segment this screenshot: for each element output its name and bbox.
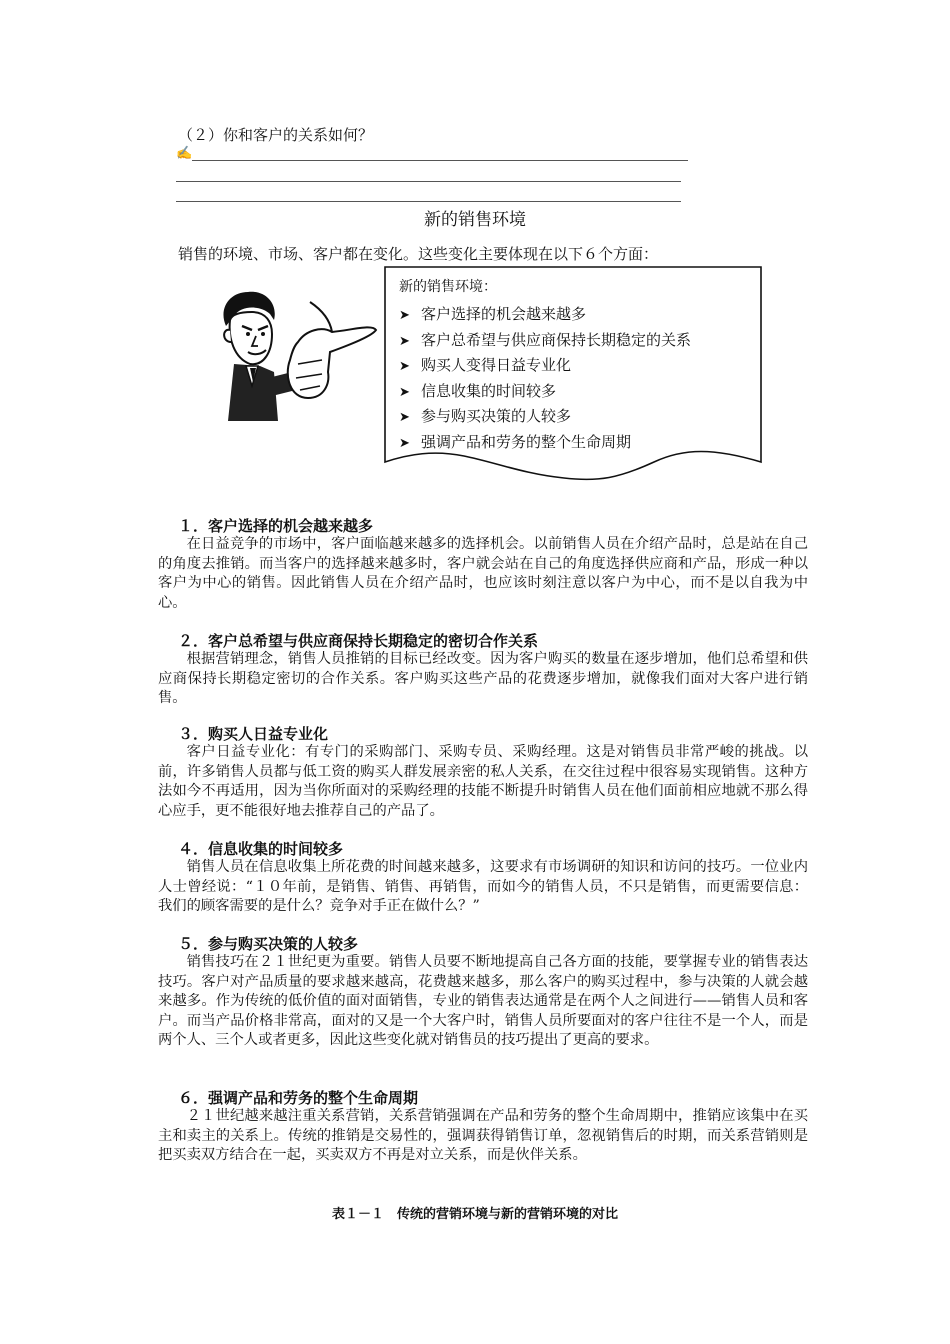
callout-item: ➤ 购买人变得日益专业化 [399,353,691,379]
section-body-5: 销售技巧在２１世纪更为重要。销售人员要不断地提高自己各方面的技能，要掌握专业的销售表达技巧。客户对产品质量的要求越来越高，花费越来越多，那么客户的购买过程中，参与决策的人就会越来越多。作为传统的低价值的面对面销售，专业的销售表达通常是在两个人之间进行——销售人员和客户。而当产品价格非常高，面对的又是一个大客户时，销售人员所要面对的客户往往不是一个人，而是两个人、三个人或者更多，因此这些变化就对销售员的技巧提出了更高的要求。 [158,954,808,1048]
callout-box [399,276,691,455]
section-heading-3: ３．购买人日益专业化 [178,725,329,743]
section-heading-4: ４．信息收集的时间较多 [178,840,344,858]
section-heading-5: ５．参与购买决策的人较多 [178,935,359,953]
arrow-bullet-icon: ➤ [399,435,410,451]
answer-line [176,181,681,182]
callout-title: 新的销售环境： [399,279,497,295]
section-heading-6: ６．强调产品和劳务的整个生命周期 [178,1089,419,1107]
arrow-bullet-icon: ➤ [399,333,410,349]
callout-item: ➤ 客户选择的机会越来越多 [399,302,691,328]
section-heading-2: ２．客户总希望与供应商保持长期稳定的密切合作关系 [178,632,539,650]
section-body-1: 在日益竞争的市场中，客户面临越来越多的选择机会。以前销售人员在介绍产品时，总是站在自己的角度去推销。而当客户的选择越来越多时，客户就会站在自己的角度选择供应商和产品，形成一种以客户为中心的销售。因此销售人员在介绍产品时，也应该时刻注意以客户为中心，而不是以自我为中心。 [158,536,808,611]
callout-item: ➤ 参与购买决策的人较多 [399,404,691,430]
section-body-4: 销售人员在信息收集上所花费的时间越来越多，这要求有市场调研的知识和访问的技巧。一位业内人士曾经说：“１０年前，是销售、销售、再销售，而如今的销售人员，不只是销售，而更需要信息：我们的顾客需要的是什么？竞争对手正在做什么？” [158,859,808,914]
pen-icon: ✍ [176,146,193,161]
section-body-3: 客户日益专业化：有专门的采购部门、采购专员、采购经理。这是对销售员非常严峻的挑战。以前，许多销售人员都与低工资的购买人群发展亲密的私人关系，在交往过程中很容易实现销售。这种方法如今不再适用，因为当你所面对的采购经理的技能不断提升时销售人员在他们面前相应地就不那么得心应手，更不能很好地去推荐自己的产品了。 [158,744,808,819]
section-body-6: ２１世纪越来越注重关系营销，关系营销强调在产品和劳务的整个生命周期中，推销应该集中在买主和卖主的关系上。传统的推销是交易性的，强调获得销售订单，忽视销售后的时期，而关系营销则是把买卖双方结合在一起，买卖双方不再是对立关系，而是伙伴关系。 [158,1108,808,1163]
section-body-2: 根据营销理念，销售人员推销的目标已经改变。因为客户购买的数量在逐步增加，他们总希望和供应商保持长期稳定密切的合作关系。客户购买这些产品的花费逐步增加，就像我们面对大客户进行销售。 [158,651,808,706]
answer-line [176,201,681,202]
section-title: 新的销售环境 [424,210,526,230]
section-heading-1: １．客户选择的机会越来越多 [178,517,374,535]
salesman-pointing-illustration [212,286,382,421]
intro-text: 销售的环境、市场、客户都在变化。这些变化主要体现在以下６个方面： [178,245,659,263]
callout-item: ➤ 信息收集的时间较多 [399,379,691,405]
answer-line [192,160,688,161]
arrow-bullet-icon: ➤ [399,359,410,374]
arrow-bullet-icon: ➤ [399,410,410,425]
callout-item: ➤ 客户总希望与供应商保持长期稳定的关系 [399,328,691,354]
arrow-bullet-icon: ➤ [399,384,410,400]
callout-item: ➤ 强调产品和劳务的整个生命周期 [399,430,691,456]
arrow-bullet-icon: ➤ [399,308,410,323]
table-caption: 表１－１ 传统的营销环境与新的营销环境的对比 [331,1207,618,1222]
question-2: （２）你和客户的关系如何？ [178,126,374,144]
